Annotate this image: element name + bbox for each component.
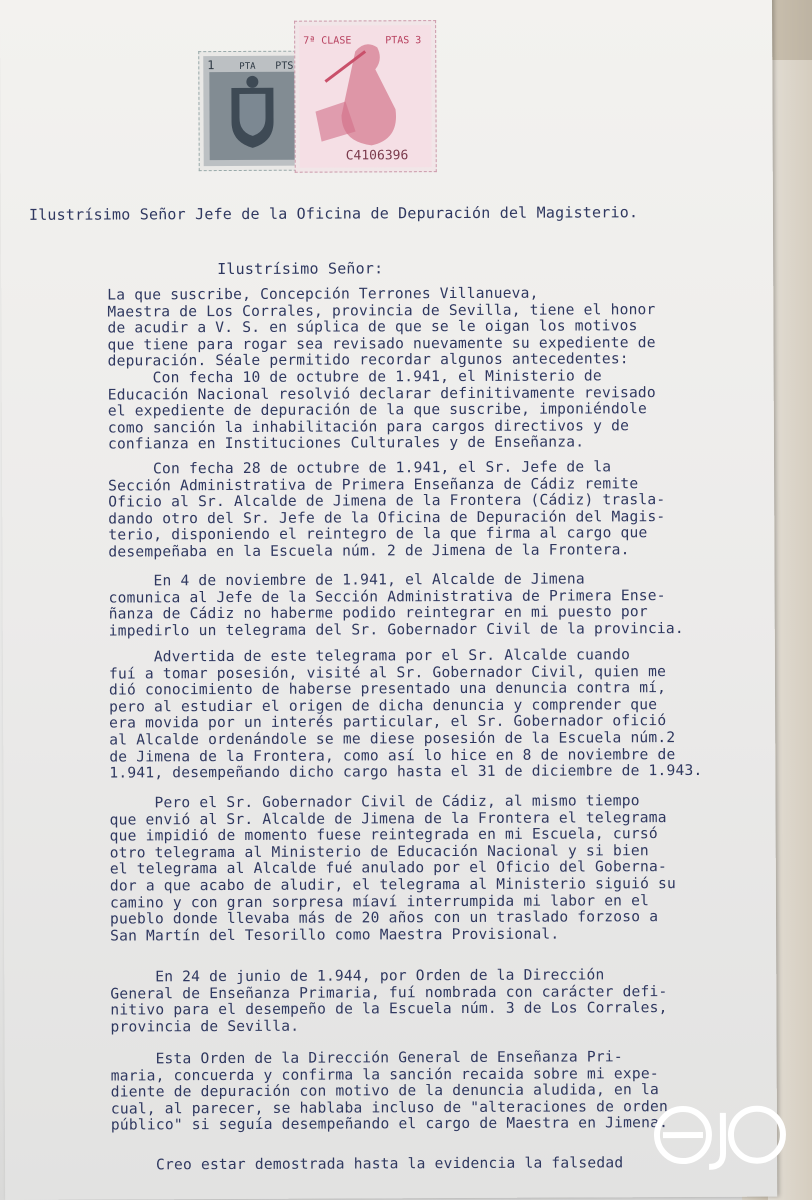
letter-line: comunica al Jefe de la Sección Administrativa de Primera Ense-: [108, 586, 666, 607]
letter-line: desempeñaba en la Escuela núm. 2 de Jimena de la Frontera.: [108, 541, 630, 561]
letter-line: impedirlo un telegrama del Sr. Gobernador Civil de la provincia.: [108, 619, 684, 640]
letter-line: dor a que acabo de aludir, el telegrama al Ministerio siguió su: [109, 875, 677, 895]
letter-line: Educación Nacional resolvió declarar definitivamente revisado: [107, 383, 656, 404]
letter-line: que tiene para rogar sea revisado nuevamente su expediente de: [107, 333, 656, 354]
letter-line: La que suscribe, Concepción Terrones Villanueva,: [107, 284, 539, 304]
letter-line: confianza en Instituciones Culturales y de Enseñanza.: [107, 433, 585, 453]
salutation: Ilustrísimo Señor:: [217, 259, 384, 279]
letter-line: otro telegrama al Ministerio de Educación Nacional y si bien: [109, 841, 649, 862]
coat-of-arms-icon: [199, 52, 306, 170]
letter-line: maria, concuerda y confirma la sanción recaida sobre mi expe-: [110, 1064, 659, 1085]
letter-line: Sección Administrativa de Primera Enseñanza de Cádiz remite: [108, 474, 639, 495]
letter-line: Oficio al Sr. Alcalde de Jimena de la Frontera (Cádiz) trasla-: [108, 491, 666, 511]
letter-line: Advertida de este telegrama por el Sr. Alcalde cuando: [108, 646, 631, 666]
letter-line: el expediente de depuración de la que suscribe, imponiéndole: [107, 400, 647, 420]
letter-line: Pero el Sr. Gobernador Civil de Cádiz, al mismo tiempo: [109, 792, 640, 812]
letter-line: pueblo donde llevaba más de 20 años con un traslado forzoso a: [109, 908, 659, 928]
letter-line: Con fecha 10 de octubre de 1.941, el Ministerio de: [107, 367, 602, 387]
letter-line: dando otro del Sr. Jefe de la Oficina de Depuración del Magis-: [108, 507, 666, 528]
stamp-blue-denom-left: 1: [207, 58, 215, 73]
letter-line: camino y con gran sorpresa míaví interrumpida mi labor en el: [109, 891, 650, 912]
letter-line: terio, disponiendo el reintegro de la que firma al cargo que: [108, 524, 648, 544]
stamp-blue-denom-right: PTS: [275, 60, 294, 72]
letter-line: como sanción la inhabilitación para cargos directivos y de: [107, 417, 630, 437]
revenue-stamp-blue: [198, 51, 307, 171]
addressee-line: Ilustrísimo Señor Jefe de la Oficina de Depuración del Magisterio.: [28, 203, 639, 224]
letter-line: nitivo para el desempeño de la Escuela núm. 3 de Los Corrales,: [110, 999, 668, 1019]
revenue-stamp-red: [294, 20, 437, 173]
letter-line: era movida por un interés particular, el Sr. Gobernador ofició: [109, 712, 667, 732]
letter-line: Con fecha 28 de octubre de 1.941, el Sr. Jefe de la: [108, 458, 612, 478]
letter-line: de Jimena de la Frontera, como así lo hice en 8 de noviembre de: [109, 745, 676, 766]
allegory-figure-icon: [295, 21, 436, 172]
stamp-red-class: 7ª CLASE: [303, 35, 352, 47]
letter-line: que impidió de momento fuese reintegrada en mi Escuela, cursó: [109, 825, 658, 845]
letter-line: el telegrama al Alcalde fué anulado por el Oficio del Goberna-: [109, 858, 667, 878]
stamp-blue-denom-mid: PTA: [239, 61, 256, 72]
letter-line: de acudir a V. S. en súplica de que se le oigan los motivos: [107, 317, 638, 337]
watermark-logo-icon: [645, 1095, 795, 1176]
letter-line: En 24 de junio de 1.944, por Orden de la Dirección: [110, 966, 605, 986]
letter-line: En 4 de noviembre de 1.941, el Alcalde de Jimena: [108, 570, 585, 590]
letter-line: al Alcalde ordenándole se me diese posesión de la Escuela núm.2: [109, 729, 676, 749]
stamp-red-value: PTAS 3: [385, 35, 422, 47]
letter-line: pero al estudiar el origen de dicha denuncia y comprender que: [109, 695, 658, 716]
letter-line: público" si seguía desempeñando el cargo de Maestra en Jimena.: [110, 1114, 669, 1134]
letter-line: San Martín del Tesorillo como Maestra Provisional.: [110, 925, 560, 945]
letter-line: que envió al Sr. Alcalde de Jimena de la Frontera el telegrama: [109, 808, 667, 829]
letter-line: Esta Orden de la Dirección General de Enseñanza Pri-: [110, 1048, 623, 1068]
letter-line: dió conocimiento de haberse presentado una denuncia contra mí,: [108, 679, 667, 699]
letter-line: 1.941, desempeñando dicho cargo hasta el 31 de diciembre de 1.943.: [109, 762, 703, 782]
letter-line: Creo estar demostrada hasta la evidencia la falsedad: [111, 1154, 624, 1174]
letter-line: cual, al parecer, se hablaba incluso de "alteraciones de orden: [110, 1097, 669, 1118]
letter-line: diente de depuración con motivo de la denuncia aludida, en la: [110, 1081, 659, 1101]
letter-line: General de Enseñanza Primaria, fuí nombrada con carácter defi-: [110, 982, 668, 1003]
letter-line: Maestra de Los Corrales, provincia de Sevilla, tiene el honor: [107, 300, 656, 321]
letter-line: depuración. Séale permitido recordar algunos antecedentes:: [107, 350, 629, 370]
stamp-red-serial: C4106396: [345, 148, 409, 164]
letter-line: provincia de Sevilla.: [110, 1017, 300, 1036]
letter-line: fuí a tomar posesión, visité al Sr. Gobernador Civil, quien me: [108, 662, 667, 683]
letter-line: ñanza de Cádiz no haberme podido reintegrar en mi puesto por: [108, 603, 648, 623]
